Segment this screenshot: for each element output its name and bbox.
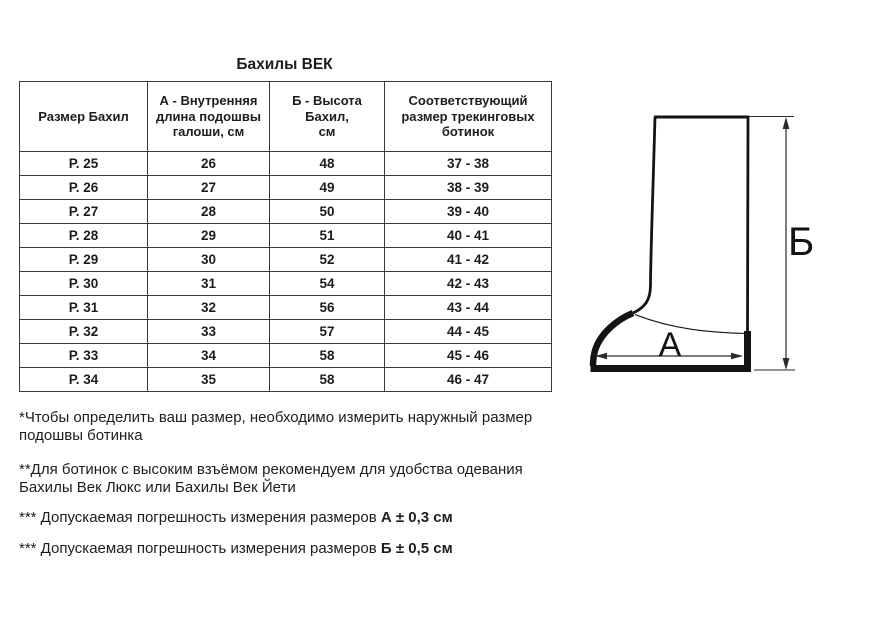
header-cell-boot-size (385, 82, 552, 152)
cell-height: 54 (270, 272, 385, 296)
cell-sole-length: 27 (148, 176, 270, 200)
cell-height: 57 (270, 320, 385, 344)
footnote-line: подошвы ботинка (19, 426, 143, 444)
boot-toe-curve (593, 313, 633, 366)
cell-boot-size: 39 - 40 (385, 200, 552, 224)
tolerance-value-b: Б ± 0,5 см (380, 540, 453, 557)
header-line: размер трекинговых (401, 108, 535, 124)
cell-boot-size: 41 - 42 (385, 248, 552, 272)
dimension-label-a: А (658, 326, 682, 364)
arrow-right-icon (731, 353, 743, 359)
table-row (20, 152, 552, 176)
header-cell-height (270, 82, 385, 152)
cell-boot-size: 44 - 45 (385, 320, 552, 344)
cell-boot-size: 45 - 46 (385, 344, 552, 368)
cell-size: Р. 31 (20, 296, 148, 320)
header-line: галоши, см (172, 124, 245, 140)
table-row (20, 248, 552, 272)
cell-height: 52 (270, 248, 385, 272)
cell-sole-length: 29 (148, 224, 270, 248)
cell-sole-length: 33 (148, 320, 270, 344)
footnote-tolerance-b (19, 540, 579, 558)
table-row (20, 224, 552, 248)
footnote-text: *** Допускаемая погрешность измерения размеров (19, 540, 381, 557)
header-cell-size (20, 82, 148, 152)
cell-sole-length: 34 (148, 344, 270, 368)
cell-size: Р. 32 (20, 320, 148, 344)
table-row (20, 176, 552, 200)
tolerance-value-a: А ± 0,3 см (380, 509, 453, 526)
footnote-line: Бахилы Век Люкс или Бахилы Век Йети (19, 478, 296, 496)
cell-size: Р. 33 (20, 344, 148, 368)
table-row (20, 320, 552, 344)
table-header-row (20, 82, 552, 152)
cell-sole-length: 28 (148, 200, 270, 224)
table-row (20, 200, 552, 224)
cell-boot-size: 43 - 44 (385, 296, 552, 320)
header-line: Размер Бахил (38, 108, 129, 124)
cell-sole-length: 32 (148, 296, 270, 320)
dimension-label-b: Б (788, 220, 815, 264)
cell-size: Р. 28 (20, 224, 148, 248)
cell-height: 58 (270, 344, 385, 368)
header-line: см (318, 124, 336, 140)
arrow-down-icon (783, 358, 790, 370)
header-line: Соответствующий (408, 93, 528, 109)
table-row (20, 368, 552, 392)
header-line: А - Внутренняя (159, 93, 258, 109)
table-row (20, 296, 552, 320)
boot-right-side (748, 117, 749, 333)
cell-height: 51 (270, 224, 385, 248)
footnote-text: *** Допускаемая погрешность измерения размеров (19, 509, 381, 526)
footnote-line: **Для ботинок с высоким взъёмом рекомендуем для удобства одевания (19, 461, 523, 478)
footnote-high-instep (19, 461, 579, 496)
cell-height: 56 (270, 296, 385, 320)
cell-size: Р. 30 (20, 272, 148, 296)
footnote-measure-size (19, 409, 579, 444)
cell-sole-length: 35 (148, 368, 270, 392)
cell-boot-size: 37 - 38 (385, 152, 552, 176)
header-line: ботинок (441, 124, 495, 140)
cell-boot-size: 38 - 39 (385, 176, 552, 200)
header-line: длина подошвы (156, 108, 261, 124)
cell-size: Р. 25 (20, 152, 148, 176)
cell-sole-length: 31 (148, 272, 270, 296)
cell-boot-size: 46 - 47 (385, 368, 552, 392)
cell-sole-length: 26 (148, 152, 270, 176)
header-line: Б - Высота Бахил, (292, 93, 362, 124)
cell-size: Р. 34 (20, 368, 148, 392)
cell-boot-size: 42 - 43 (385, 272, 552, 296)
footnote-line: *Чтобы определить ваш размер, необходимо измерить наружный размер (19, 409, 533, 426)
galosh-seam-line (635, 315, 746, 334)
cell-size: Р. 26 (20, 176, 148, 200)
boot-diagram (580, 100, 830, 392)
page-title: Бахилы ВЕК (236, 56, 333, 73)
boot-left-side (633, 117, 655, 313)
footnote-tolerance-a (19, 509, 579, 527)
table-row (20, 272, 552, 296)
header-cell-sole-length (148, 82, 270, 152)
cell-boot-size: 40 - 41 (385, 224, 552, 248)
cell-height: 48 (270, 152, 385, 176)
cell-height: 50 (270, 200, 385, 224)
size-table (19, 81, 552, 392)
cell-height: 49 (270, 176, 385, 200)
cell-size: Р. 29 (20, 248, 148, 272)
cell-sole-length: 30 (148, 248, 270, 272)
cell-height: 58 (270, 368, 385, 392)
table-row (20, 344, 552, 368)
arrow-up-icon (783, 117, 790, 129)
cell-size: Р. 27 (20, 200, 148, 224)
